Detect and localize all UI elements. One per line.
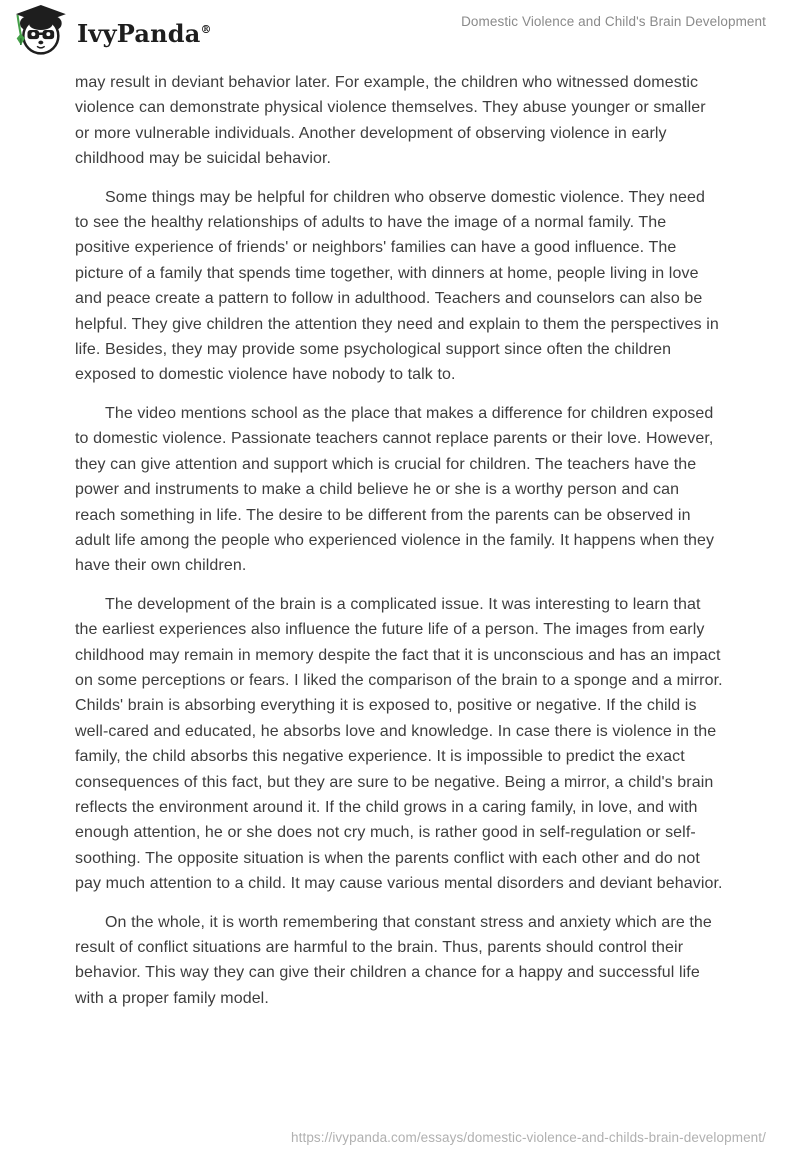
essay-paragraph: Some things may be helpful for children who observe domestic violence. They need to see the healthy relationships of adults to have the image of a normal family. The positive experience of friends' or neighbors' families can have a good influence. The picture of a family that spends time together, with dinners at home, people living in love and peace create a pattern to follow in adulthood. Teachers and counselors can also be helpful. They give children the attention they need and explain to them the perspectives in life. Besides, they may provide some psychological support since often the children exposed to domestic violence have nobody to talk to. — [75, 188, 719, 384]
page-header — [0, 0, 800, 62]
document-title: Domestic Violence and Child's Brain Development — [461, 14, 766, 29]
essay-paragraph: may result in deviant behavior later. For example, the children who witnessed domestic violence can demonstrate physical violence themselves. They abuse younger or smaller or more vulnerable individuals. Another development of observing violence in early childhood may be suicidal behavior. — [75, 74, 706, 168]
source-url: https://ivypanda.com/essays/domestic-violence-and-childs-brain-development/ — [291, 1130, 766, 1145]
essay-paragraph: The video mentions school as the place that makes a difference for children exposed to domestic violence. Passionate teachers cannot replace parents or their love. However, they can give attention and support which is crucial for children. The teachers have the power and instruments to make a child believe he or she is a worthy person and can reach something in life. The desire to be different from the parents can be observed in adult life among the people who experienced violence in the family. It happens when they have their own children. — [75, 404, 715, 575]
essay-body — [75, 70, 723, 1024]
panda-graduation-cap-icon — [14, 5, 66, 55]
essay-paragraph: The development of the brain is a complicated issue. It was interesting to learn that the earliest experiences also influence the future life of a person. The images from early childhood may remain in memory despite the fact that it is unconscious and has an impact on some perceptions or fears. I liked the comparison of the brain to a sponge and a mirror. Childs' brain is absorbing everything it is exposed to, positive or negative. If the child is well-cared and educated, he absorbs love and knowledge. In case there is violence in the family, the child absorbs this negative experience. It is impossible to predict the exact consequences of this fact, but they are sure to be negative. Being a mirror, a child's brain reflects the environment around it. If the child grows in a caring family, in love, and with enough attention, he or she does not cry much, is rather good in self-regulation or self-soothing. The opposite situation is when the parents conflict with each other and do not pay much attention to a child. It may cause various mental disorders and deviant behavior. — [75, 595, 723, 893]
registered-trademark-symbol: ® — [200, 23, 212, 36]
essay-paragraph: On the whole, it is worth remembering that constant stress and anxiety which are the result of conflict situations are harmful to the brain. Thus, parents should control their behavior. This way they can give their children a chance for a happy and successful life with a proper family model. — [75, 913, 712, 1007]
brand-logo-group — [14, 5, 212, 55]
brand-name: IvyPanda® — [77, 19, 212, 48]
